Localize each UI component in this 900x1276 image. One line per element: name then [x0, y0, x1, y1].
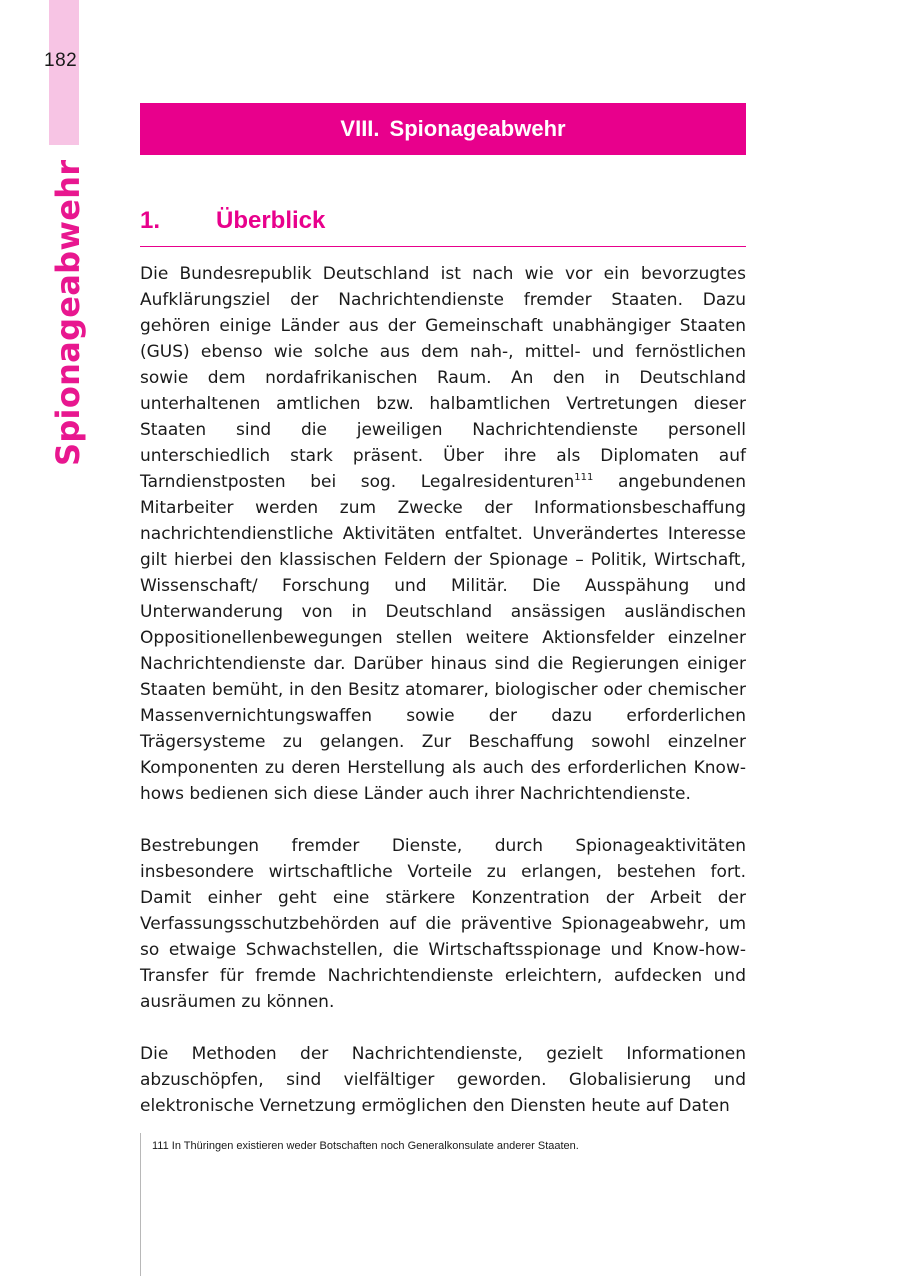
chapter-title: Spionageabwehr [389, 116, 566, 141]
section-title: Überblick [216, 207, 326, 234]
paragraph-3: Die Methoden der Nachrichtendienste, gezielt Informationen abzuschöpfen, sind vielfältiger geworden. Globalisierung und elektronische Vernetzung ermöglichen den Diensten heute auf Daten [140, 1044, 746, 1116]
footnote-rule [140, 1133, 141, 1276]
paragraph-1 [140, 261, 746, 807]
paragraph-2: Bestrebungen fremder Dienste, durch Spionageaktivitäten insbesondere wirtschaftliche Vorteile zu erlangen, bestehen fort. Damit einher geht eine stärkere Konzentration der Arbeit der Verfassungsschutzbehörden auf die präventive Spionageabwehr, um so etwaige Schwachstellen, die Wirtschaftsspionage und Know-how-Transfer für fremde Nachrichtendienste erleichtern, aufdecken und ausräumen zu können. [140, 836, 746, 1012]
chapter-heading-bar [140, 103, 746, 155]
side-section-label: Spionageabwehr [49, 159, 87, 466]
page-number: 182 [44, 50, 78, 71]
section-heading [140, 204, 746, 247]
section-number: 1. [140, 207, 161, 234]
side-tab-strip [49, 0, 79, 145]
chapter-number: VIII. [340, 116, 380, 141]
paragraph-1-part-a: Die Bundesrepublik Deutschland ist nach wie vor ein bevorzugtes Aufklärungsziel der Nachrichtendienste fremder Staaten. Dazu gehören einige Länder aus der Gemeinschaft unabhängiger Staaten (GUS) ebenso wie solche aus dem nah-, mittel- und fernöstlichen sowie dem nordafrikanischen Raum. An den in Deutschland unterhaltenen amtlichen bzw. halbamtlichen Vertretungen dieser Staaten sind die jeweiligen Nachrichtendienste personell unterschiedlich stark präsent. Über ihre als Diplomaten auf Tarndienstposten bei sog. Legalresidenturen [140, 264, 746, 492]
footnote-reference[interactable]: 111 [574, 472, 594, 483]
paragraph-1-part-b: angebundenen Mitarbeiter werden zum Zwecke der Informationsbeschaffung nachrichtendienstliche Aktivitäten entfaltet. Unverändertes Interesse gilt hierbei den klassischen Feldern der Spionage – Politik, Wirtschaft, Wissenschaft/ Forschung und Militär. Die Ausspähung und Unterwanderung von in Deutschland ansässigen ausländischen Oppositionellenbewegungen stellen weitere Aktionsfelder einzelner Nachrichtendienste dar. Darüber hinaus sind die Regierungen einiger Staaten bemüht, in den Besitz atomarer, biologischer oder chemischer Massenvernichtungswaffen sowie der dazu erforderlichen Trägersysteme zu gelangen. Zur Beschaffung sowohl einzelner Komponenten zu deren Herstellung als auch des erforderlichen Know-hows bedienen sich diese Länder auch ihrer Nachrichtendienste. [140, 472, 746, 804]
footnote: 111 In Thüringen existieren weder Botschaften noch Generalkonsulate anderer Staaten. [152, 1140, 579, 1152]
body-text [140, 261, 746, 1145]
